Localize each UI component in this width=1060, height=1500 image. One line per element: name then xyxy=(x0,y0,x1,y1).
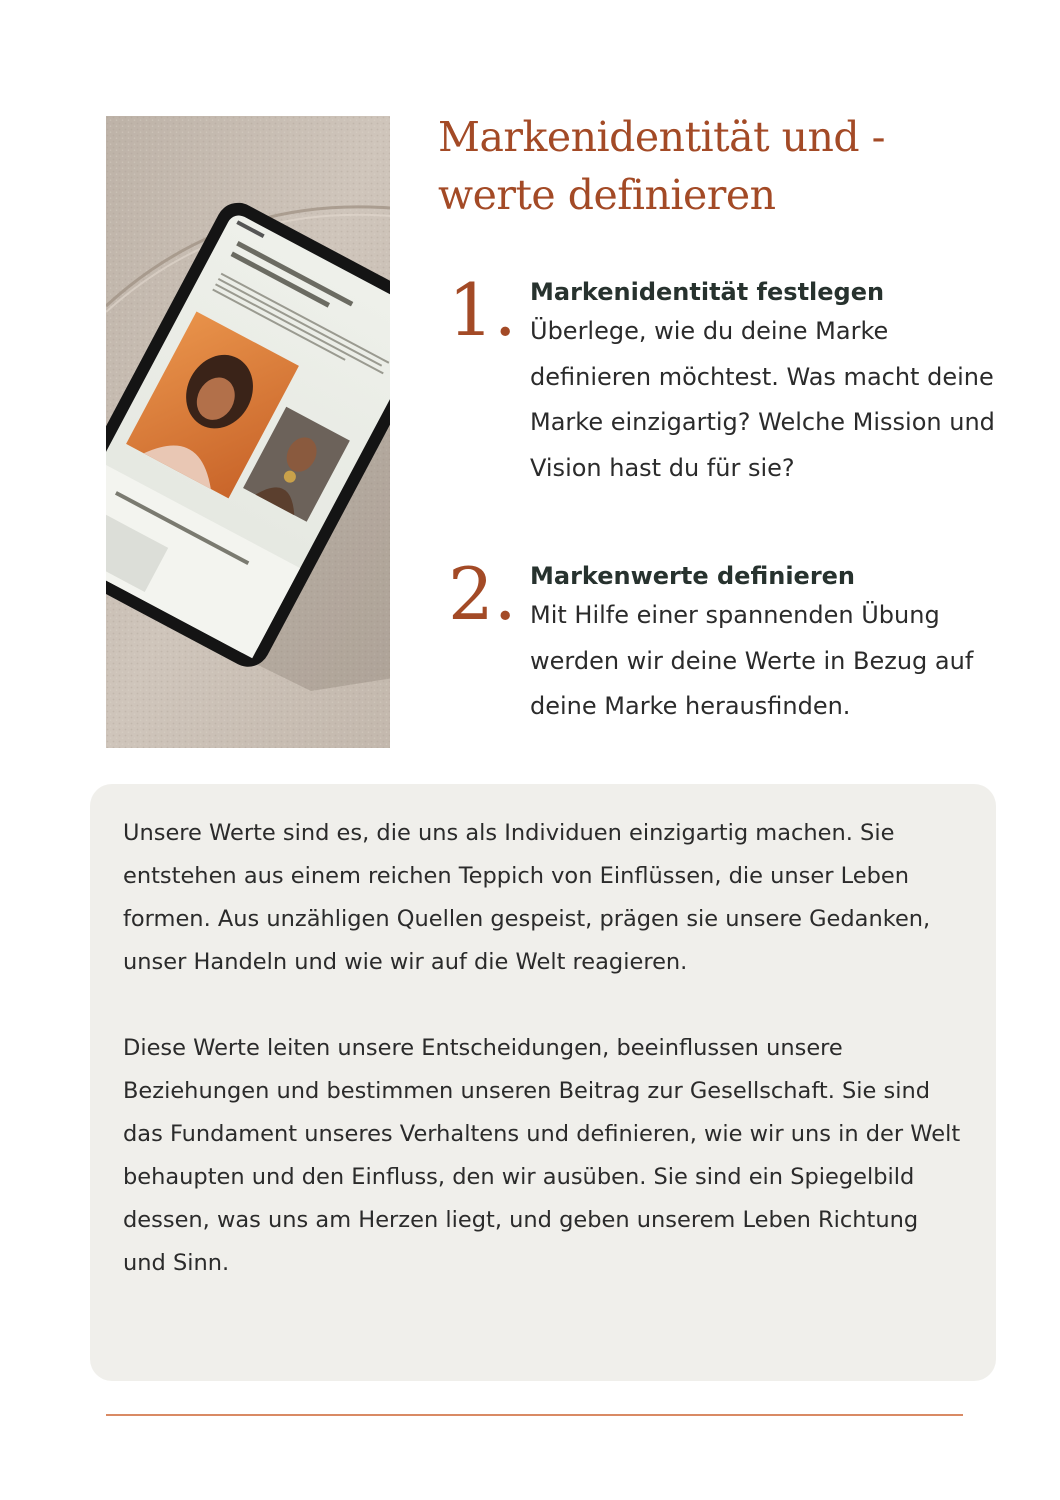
footer-divider xyxy=(106,1414,963,1416)
step-2-body xyxy=(530,561,1000,730)
tablet-photo xyxy=(106,116,390,748)
step-2-text: Mit Hilfe einer spannenden Übung werden wir deine Werte in Bezug auf deine Marke herausfinden. xyxy=(530,601,974,720)
step-1-body xyxy=(530,277,1000,491)
page-title: Markenidentität und -werte definieren xyxy=(438,113,886,219)
info-paragraph-2: Diese Werte leiten unsere Entscheidungen, beeinflussen unsere Beziehungen und bestimmen unseren Beitrag zur Gesellschaft. Sie sind das Fundament unseres Verhaltens und definieren, wie wir uns in der Welt behaupten und den Einfluss, den wir ausüben. Sie sind ein Spiegelbild dessen, was uns am Herzen liegt, und geben unserem Leben Richtung und Sinn. xyxy=(123,1035,961,1276)
tablet-photo-illustration xyxy=(106,116,390,748)
step-1-title: Markenidentität festlegen xyxy=(530,278,885,306)
step-2-number: 2. xyxy=(448,552,517,636)
info-box xyxy=(90,784,996,1381)
step-1-number: 1. xyxy=(448,268,517,352)
info-paragraph-1: Unsere Werte sind es, die uns als Individuen einzigartig machen. Sie entstehen aus einem reichen Teppich von Einflüssen, die unser Leben formen. Aus unzähligen Quellen gespeist, prägen sie unsere Gedanken, unser Handeln und wie wir auf die Welt reagieren. xyxy=(123,820,931,975)
step-1-text: Überlege, wie du deine Marke definieren möchtest. Was macht deine Marke einzigartig? Welche Mission und Vision hast du für sie? xyxy=(530,317,995,482)
step-2-title: Markenwerte definieren xyxy=(530,562,856,590)
